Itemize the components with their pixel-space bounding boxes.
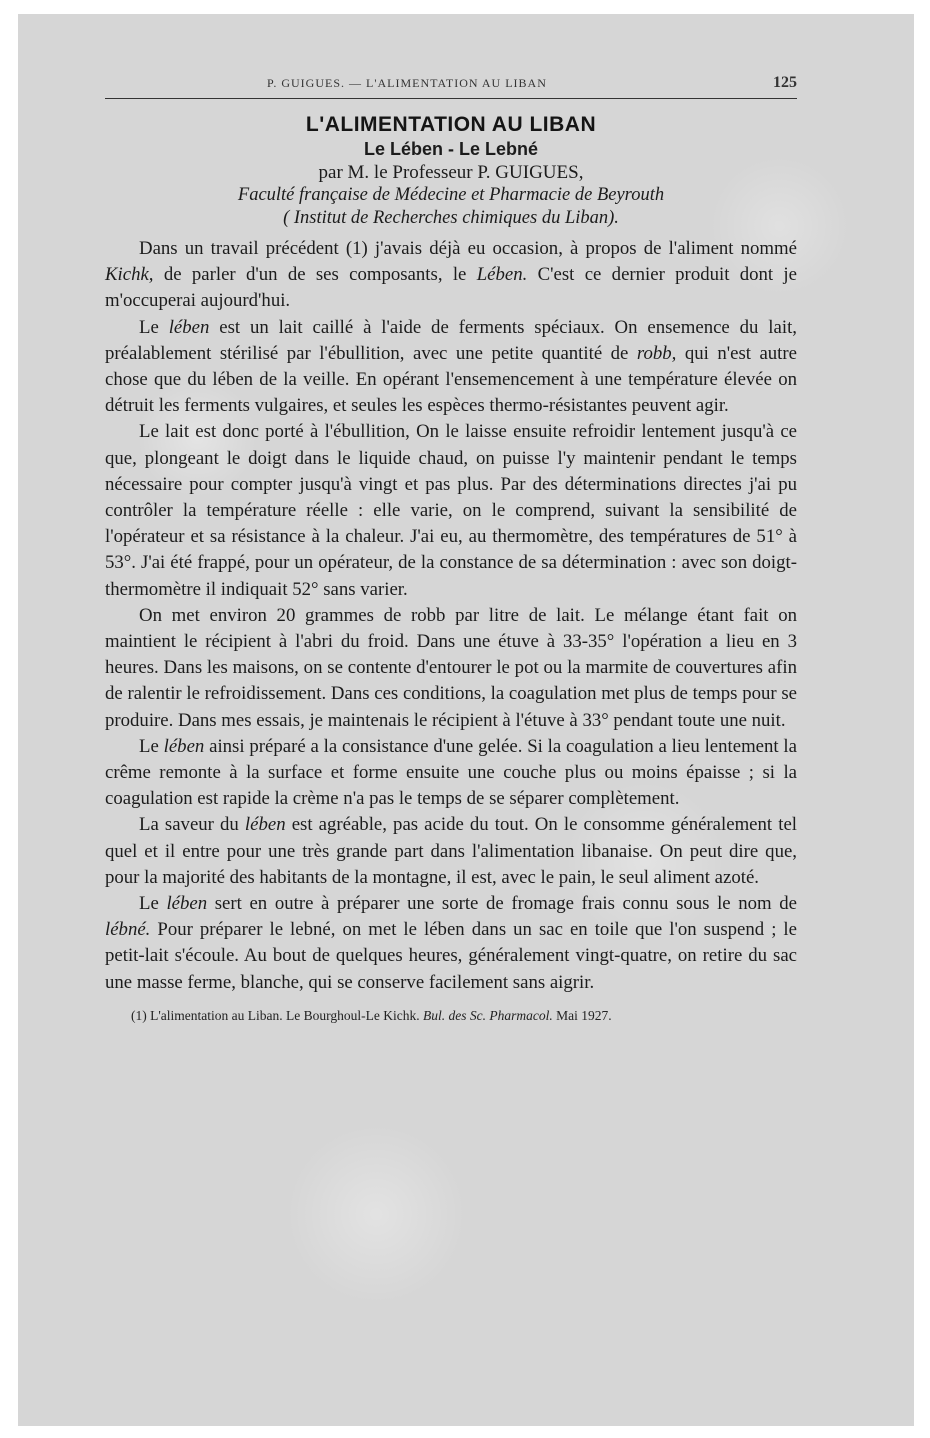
affiliation-line-2: ( Institut de Recherches chimiques du Liban).	[283, 208, 619, 228]
text-run: La saveur du	[139, 814, 245, 836]
footnote-text: (1) L'alimentation au Liban. Le Bourghoul-Le Kichk.	[131, 1007, 423, 1023]
text-run: Dans un travail précédent (1) j'avais déjà eu occasion, à propos de l'aliment nommé	[139, 238, 797, 259]
paragraph-7	[105, 891, 797, 996]
text-run: ainsi préparé a la consistance d'une gelée. Si la coagulation a lieu lentement la crême remonte à la surface et forme ensuite une couche plus ou moins épaisse ; si la coagulation est rapide la crème n'a pas le temps de se séparer complètement.	[105, 735, 797, 810]
paragraph-4: On met environ 20 grammes de robb par litre de lait. Le mélange étant fait on maintient le récipient à l'abri du froid. Dans une étuve à 33-35° l'opération a lieu en 3 heures. Dans les maisons, on se contente d'entourer le pot ou la marmite de couvertures afin de ralentir le refroidissement. Dans ces conditions, la coagulation met plus de temps pour se produire. Dans mes essais, je maintenais le récipient à l'étuve à 33° pendant toute une nuit.	[105, 604, 797, 731]
text-run: est un lait caillé à l'aide de ferments spéciaux. On ensemence du lait, préalablement stérilisé par l'ébullition, avec une petite quantité de	[105, 316, 797, 364]
italic-term: lében	[168, 316, 210, 338]
page-number: 125	[773, 74, 797, 91]
affiliation-line-1: Faculté française de Médecine et Pharmacie de Beyrouth	[237, 185, 665, 205]
footnote-date: Mai 1927.	[552, 1007, 612, 1023]
text-run: est agréable, pas acide du tout. On le consomme généralement tel quel et il entre pour une très grande part dans l'alimentation libanaise. On peut dire que, pour la majorité des habitants de la montagne, il est, avec le pain, le seul aliment azoté.	[105, 814, 798, 888]
italic-term: lében	[166, 893, 208, 915]
italic-term: lében	[163, 735, 205, 757]
paragraph-6	[105, 812, 797, 891]
paragraph-1	[105, 236, 797, 315]
article-subtitle: Le Lében - Le Lebné	[363, 139, 539, 159]
text-run: de parler d'un de ses composants, le	[153, 264, 477, 286]
document-page	[105, 74, 797, 1024]
text-run: sert en outre à préparer une sorte de fromage frais connu sous le nom de	[207, 893, 797, 915]
text-run: Le	[139, 735, 164, 757]
italic-term: lében	[244, 814, 286, 836]
article-title: L'ALIMENTATION AU LIBAN	[305, 113, 597, 136]
text-run: Pour préparer le lebné, on met le lében dans un sac en toile que l'on suspend ; le petit-lait s'écoule. Au bout de quelques heures, généralement vingt-quatre, on retire du sac une masse ferme, blanche, qui se conserve facilement sans aigrir.	[105, 919, 797, 993]
running-title: P. GUIGUES. — L'ALIMENTATION AU LIBAN	[267, 76, 547, 90]
article-body	[105, 236, 797, 996]
paragraph-5	[105, 734, 797, 813]
text-run: C'est ce dernier produit dont je m'occuperai aujourd'hui.	[105, 264, 797, 312]
text-run: Le	[139, 316, 169, 338]
text-run: qui n'est autre chose que du lében de la veille. En opérant l'ensemencement à une température élevée on détruit les ferments vulgaires, et seules les espèces thermo-résistantes peuvent agir.	[105, 342, 797, 417]
running-header	[105, 74, 797, 99]
italic-term: Kichk,	[105, 264, 154, 286]
footnote	[105, 1008, 797, 1024]
italic-term: robb,	[636, 342, 677, 364]
paragraph-2	[105, 315, 797, 420]
title-block	[105, 113, 797, 230]
paragraph-3: Le lait est donc porté à l'ébullition, On le laisse ensuite refroidir lentement jusqu'à ce que, plongeant le doigt dans le liquide chaud, on puisse l'y maintenir pendant le temps nécessaire pour compter jusqu'à vingt et pas plus. Par des déterminations directes j'ai pu contrôler la température réelle : elle varie, on le comprend, suivant la sensibilité de l'opérateur et sa résistance à la chaleur. J'ai eu, au thermomètre, des températures de 51° à 53°. J'ai été frappé, pour un opérateur, de la constance de sa détermination : avec son doigt-thermomètre il indiquait 52° sans varier.	[105, 421, 797, 600]
italic-term: Lében.	[476, 264, 528, 286]
footnote-journal: Bul. des Sc. Pharmacol.	[422, 1007, 553, 1023]
italic-term: lébné.	[105, 919, 151, 941]
author-line: par M. le Professeur P. GUIGUES,	[318, 162, 584, 183]
text-run: Le	[139, 893, 167, 915]
